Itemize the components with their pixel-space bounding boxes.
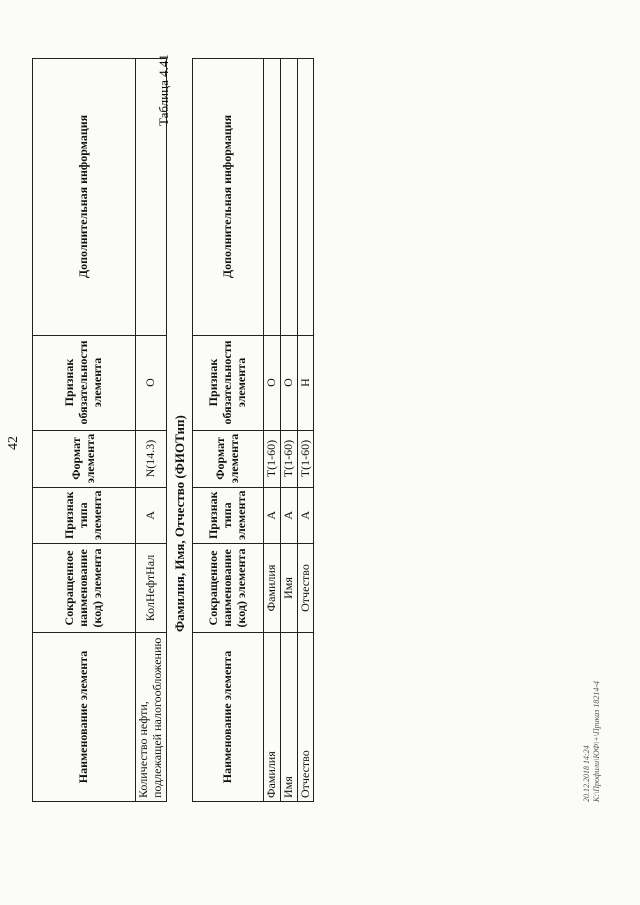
table-row [280,58,297,801]
cell-name: Фамилия [264,633,281,802]
table-row [264,58,281,801]
cell-extra [264,58,281,335]
page-number: 42 [6,436,21,450]
header-code: Сокращенное наименование (код) элемента [193,544,264,633]
cell-code: Отчество [297,544,314,633]
cell-required: О [280,335,297,430]
header-required: Признак обязательности элемента [193,335,264,430]
print-stamp [582,681,601,802]
cell-extra [280,58,297,335]
header-format: Формат элемента [33,430,136,487]
cell-extra [297,58,314,335]
cell-format: Т(1-60) [280,430,297,487]
cell-required: О [136,335,167,430]
stamp-path: К:\Профили\ЮФ\+\Приказ 18214-4 [591,680,601,802]
cell-type: А [280,487,297,543]
stamp-date: 20.12.2018 14:24 [582,745,591,802]
cell-required: Н [297,335,314,430]
cell-format: N(14.3) [136,430,167,487]
header-type: Признак типа элемента [193,487,264,543]
table-1-header-row [33,58,136,801]
table-2-heading: Фамилия, Имя, Отчество (ФИОТип) [172,415,187,632]
header-name: Наименование элемента [193,633,264,802]
cell-code: Имя [280,544,297,633]
cell-type: А [136,487,167,543]
cell-type: А [264,487,281,543]
table-row [297,58,314,801]
header-type: Признак типа элемента [33,487,136,543]
cell-name: Имя [280,633,297,802]
table-2-label: Таблица 4.41 [156,54,171,126]
cell-code: КолНефтНал [136,544,167,633]
cell-name: Количество нефти, подлежащей налогообложению [136,633,167,802]
cell-format: Т(1-60) [297,430,314,487]
table-2-header-row [193,58,264,801]
cell-code: Фамилия [264,544,281,633]
cell-type: А [297,487,314,543]
table-2 [192,58,314,802]
header-format: Формат элемента [193,430,264,487]
header-extra: Дополнительная информация [33,58,136,335]
table-row [136,58,167,801]
cell-name: Отчество [297,633,314,802]
cell-format: Т(1-60) [264,430,281,487]
table-1 [32,58,167,802]
header-extra: Дополнительная информация [193,58,264,335]
header-name: Наименование элемента [33,633,136,802]
header-code: Сокращенное наименование (код) элемента [33,544,136,633]
cell-required: О [264,335,281,430]
rotated-content [0,2,630,902]
header-required: Признак обязательности элемента [33,335,136,430]
